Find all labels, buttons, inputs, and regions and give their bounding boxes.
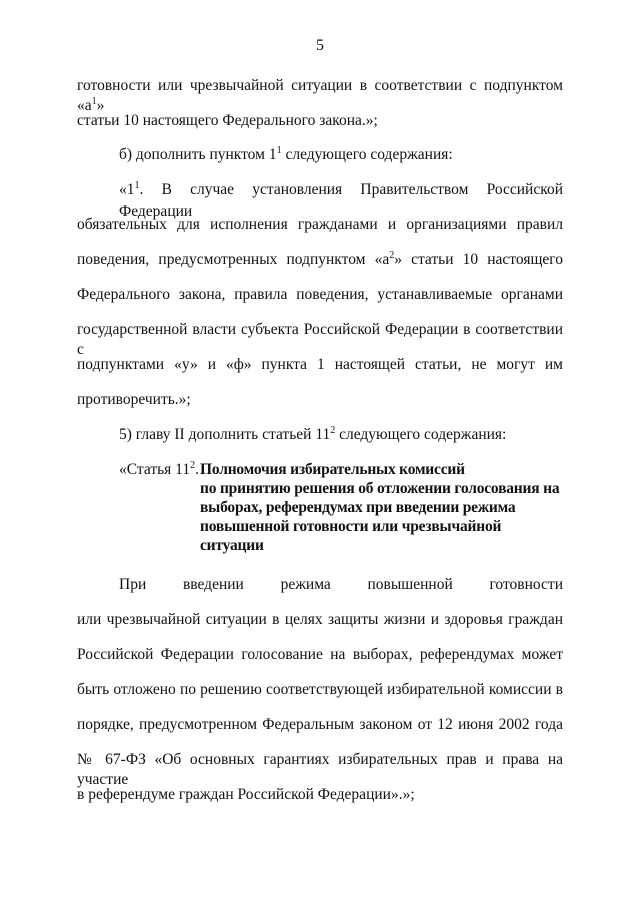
body-line-5: порядке, предусмотренном Федеральным законом от 12 июня 2002 года <box>77 716 563 733</box>
text-line-7: Федерального закона, правила поведения, устанавливаемые органами <box>77 286 563 303</box>
text-line-3: б) дополнить пунктом $1^1$ следующего содержания: <box>119 145 453 163</box>
text-line-10: противоречить.»; <box>77 391 191 408</box>
text-line-11: 5) главу II дополнить статьей $11^2$ следующего содержания: <box>119 425 507 443</box>
text-line-8: государственной власти субъекта Российской Федерации в соответствии с <box>77 321 563 358</box>
text-line-4: «$1^1$. В случае установления Правительством Российской Федерации <box>119 180 563 220</box>
text-line-9: подпунктами «у» и «ф» пункта 1 настоящей статьи, не могут им <box>77 356 563 373</box>
text-line-6: поведения, предусмотренных подпунктом «$а^2$» статьи 10 настоящего <box>77 250 563 268</box>
article-title-line-2: по принятию решения об отложении голосования на <box>200 480 560 497</box>
body-line-1: При введении режима повышенной готовности <box>119 576 563 593</box>
article-title-line-1: Полномочия избирательных комиссий <box>200 461 465 478</box>
text-line-1: готовности или чрезвычайной ситуации в соответствии с подпунктом «$а^1$» <box>77 77 563 114</box>
body-line-6: № 67-ФЗ «Об основных гарантиях избирательных прав и права на участие <box>77 751 563 788</box>
article-title-line-4: повышенной готовности или чрезвычайной <box>200 518 502 535</box>
body-line-7: в референдуме граждан Российской Федерации».»; <box>77 786 415 803</box>
article-heading-prefix: «Статья $11^2$. <box>119 460 199 478</box>
page-number: 5 <box>316 37 324 54</box>
article-title-line-3: выборах, референдумах при введении режима <box>200 499 516 516</box>
body-line-4: быть отложено по решению соответствующей избирательной комиссии в <box>77 681 563 698</box>
body-line-2: или чрезвычайной ситуации в целях защиты жизни и здоровья граждан <box>77 611 563 628</box>
text-line-5: обязательных для исполнения гражданами и организациями правил <box>77 216 563 233</box>
body-line-3: Российской Федерации голосование на выборах, референдумах может <box>77 646 563 663</box>
article-title-line-5: ситуации <box>200 537 264 554</box>
text-line-2: статьи 10 настоящего Федерального закона.»; <box>77 112 378 129</box>
